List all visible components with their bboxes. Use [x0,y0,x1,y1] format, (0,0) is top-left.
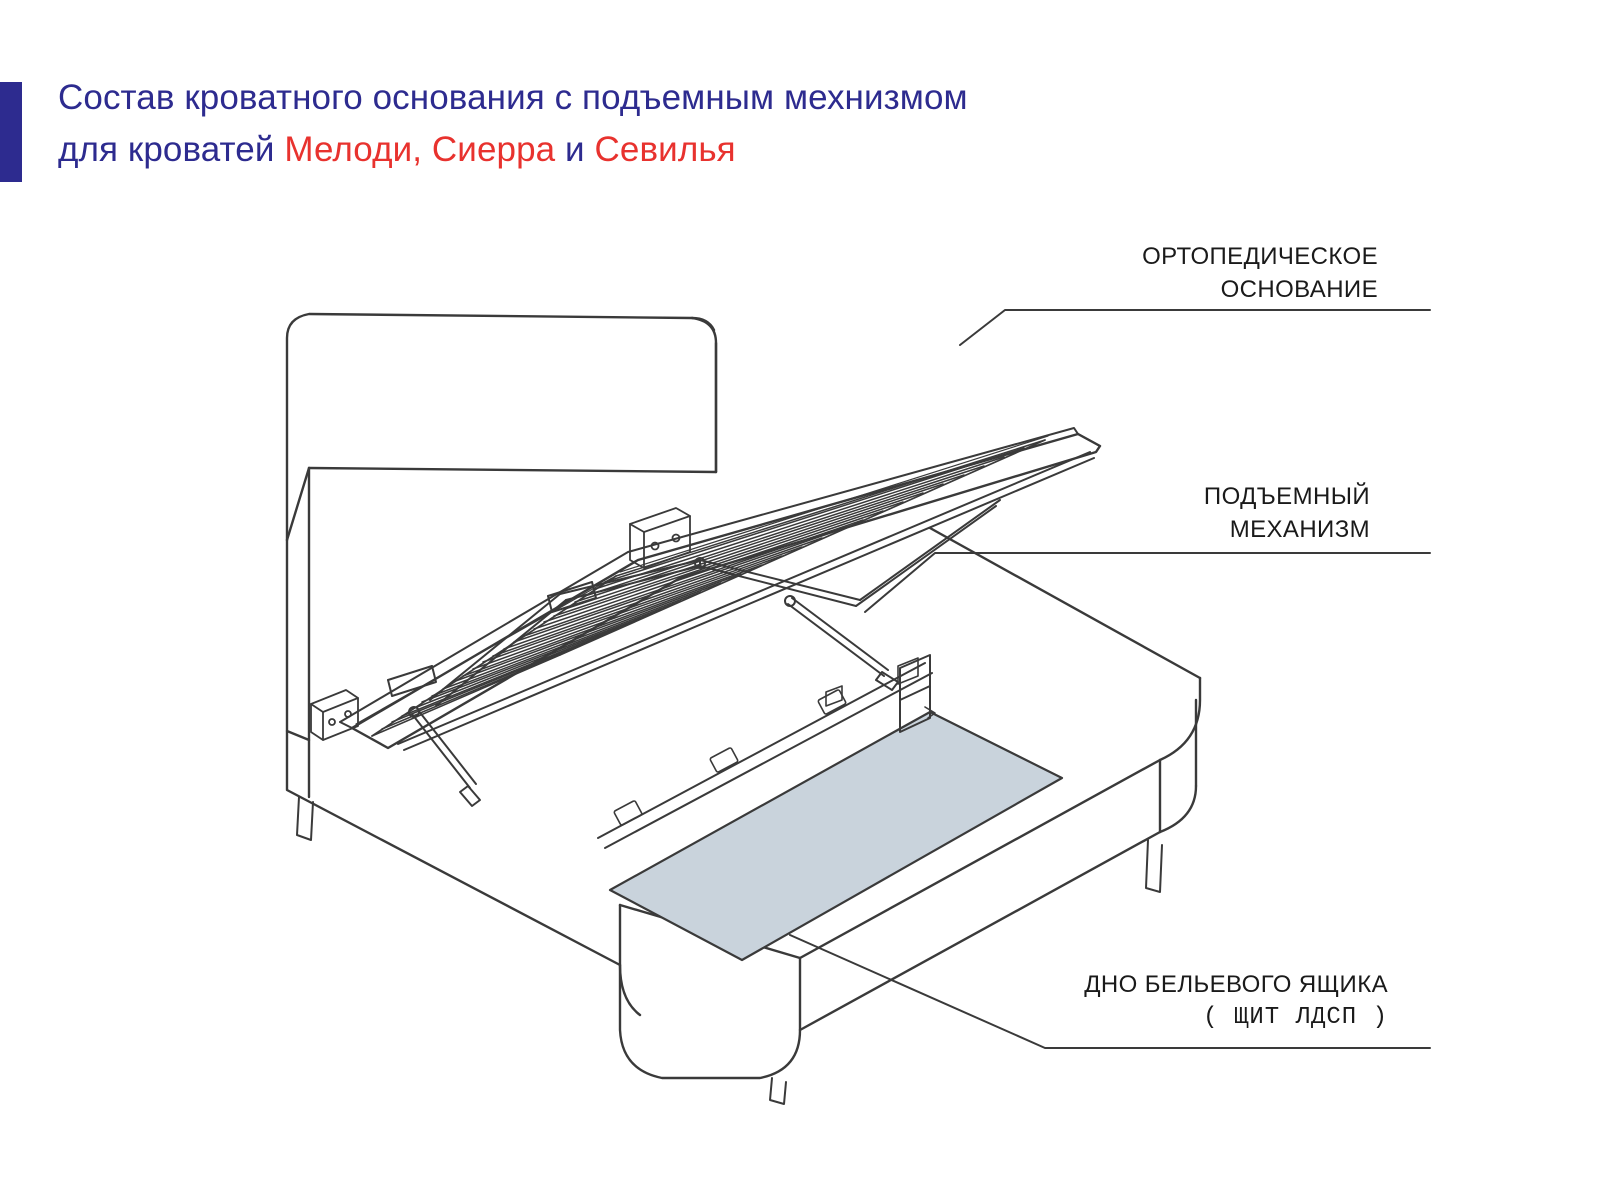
model-name-sevilya: Севилья [594,129,736,169]
page-title-line2-prefix: для кроватей [58,129,285,169]
page-title-line1: Состав кроватного основания с подъемным мехнизмом [58,78,968,117]
bracket-hardware-bottom [311,690,358,740]
model-names-melodi-sierra: Мелоди, Сиерра [284,129,556,169]
page-title-conjunction: и [555,129,595,169]
callout-lift-mechanism [1204,480,1370,546]
orthopedic-base [340,428,1100,750]
callout-linen-box-bottom [1084,968,1388,1034]
callout-orthopedic-base-line1: ОРТОПЕДИЧЕСКОЕ [1142,243,1378,270]
callout-linen-box-bottom-line1: ДНО БЕЛЬЕВОГО ЯЩИКА [1084,971,1388,998]
gas-strut-right [785,596,898,690]
callout-linen-box-bottom-line2: ( ЩИТ ЛДСП ) [1203,1004,1388,1032]
leader-line-ortho [960,310,1430,345]
leader-line-lift [865,553,1430,612]
callout-lift-mechanism-line2: МЕХАНИЗМ [1229,516,1370,544]
callout-lift-mechanism-line1: ПОДЪЕМНЫЙ [1203,483,1370,510]
callout-orthopedic-base-line2: ОСНОВАНИЕ [1220,276,1378,304]
callout-orthopedic-base [1142,240,1378,306]
bed-frame [287,528,1200,1078]
